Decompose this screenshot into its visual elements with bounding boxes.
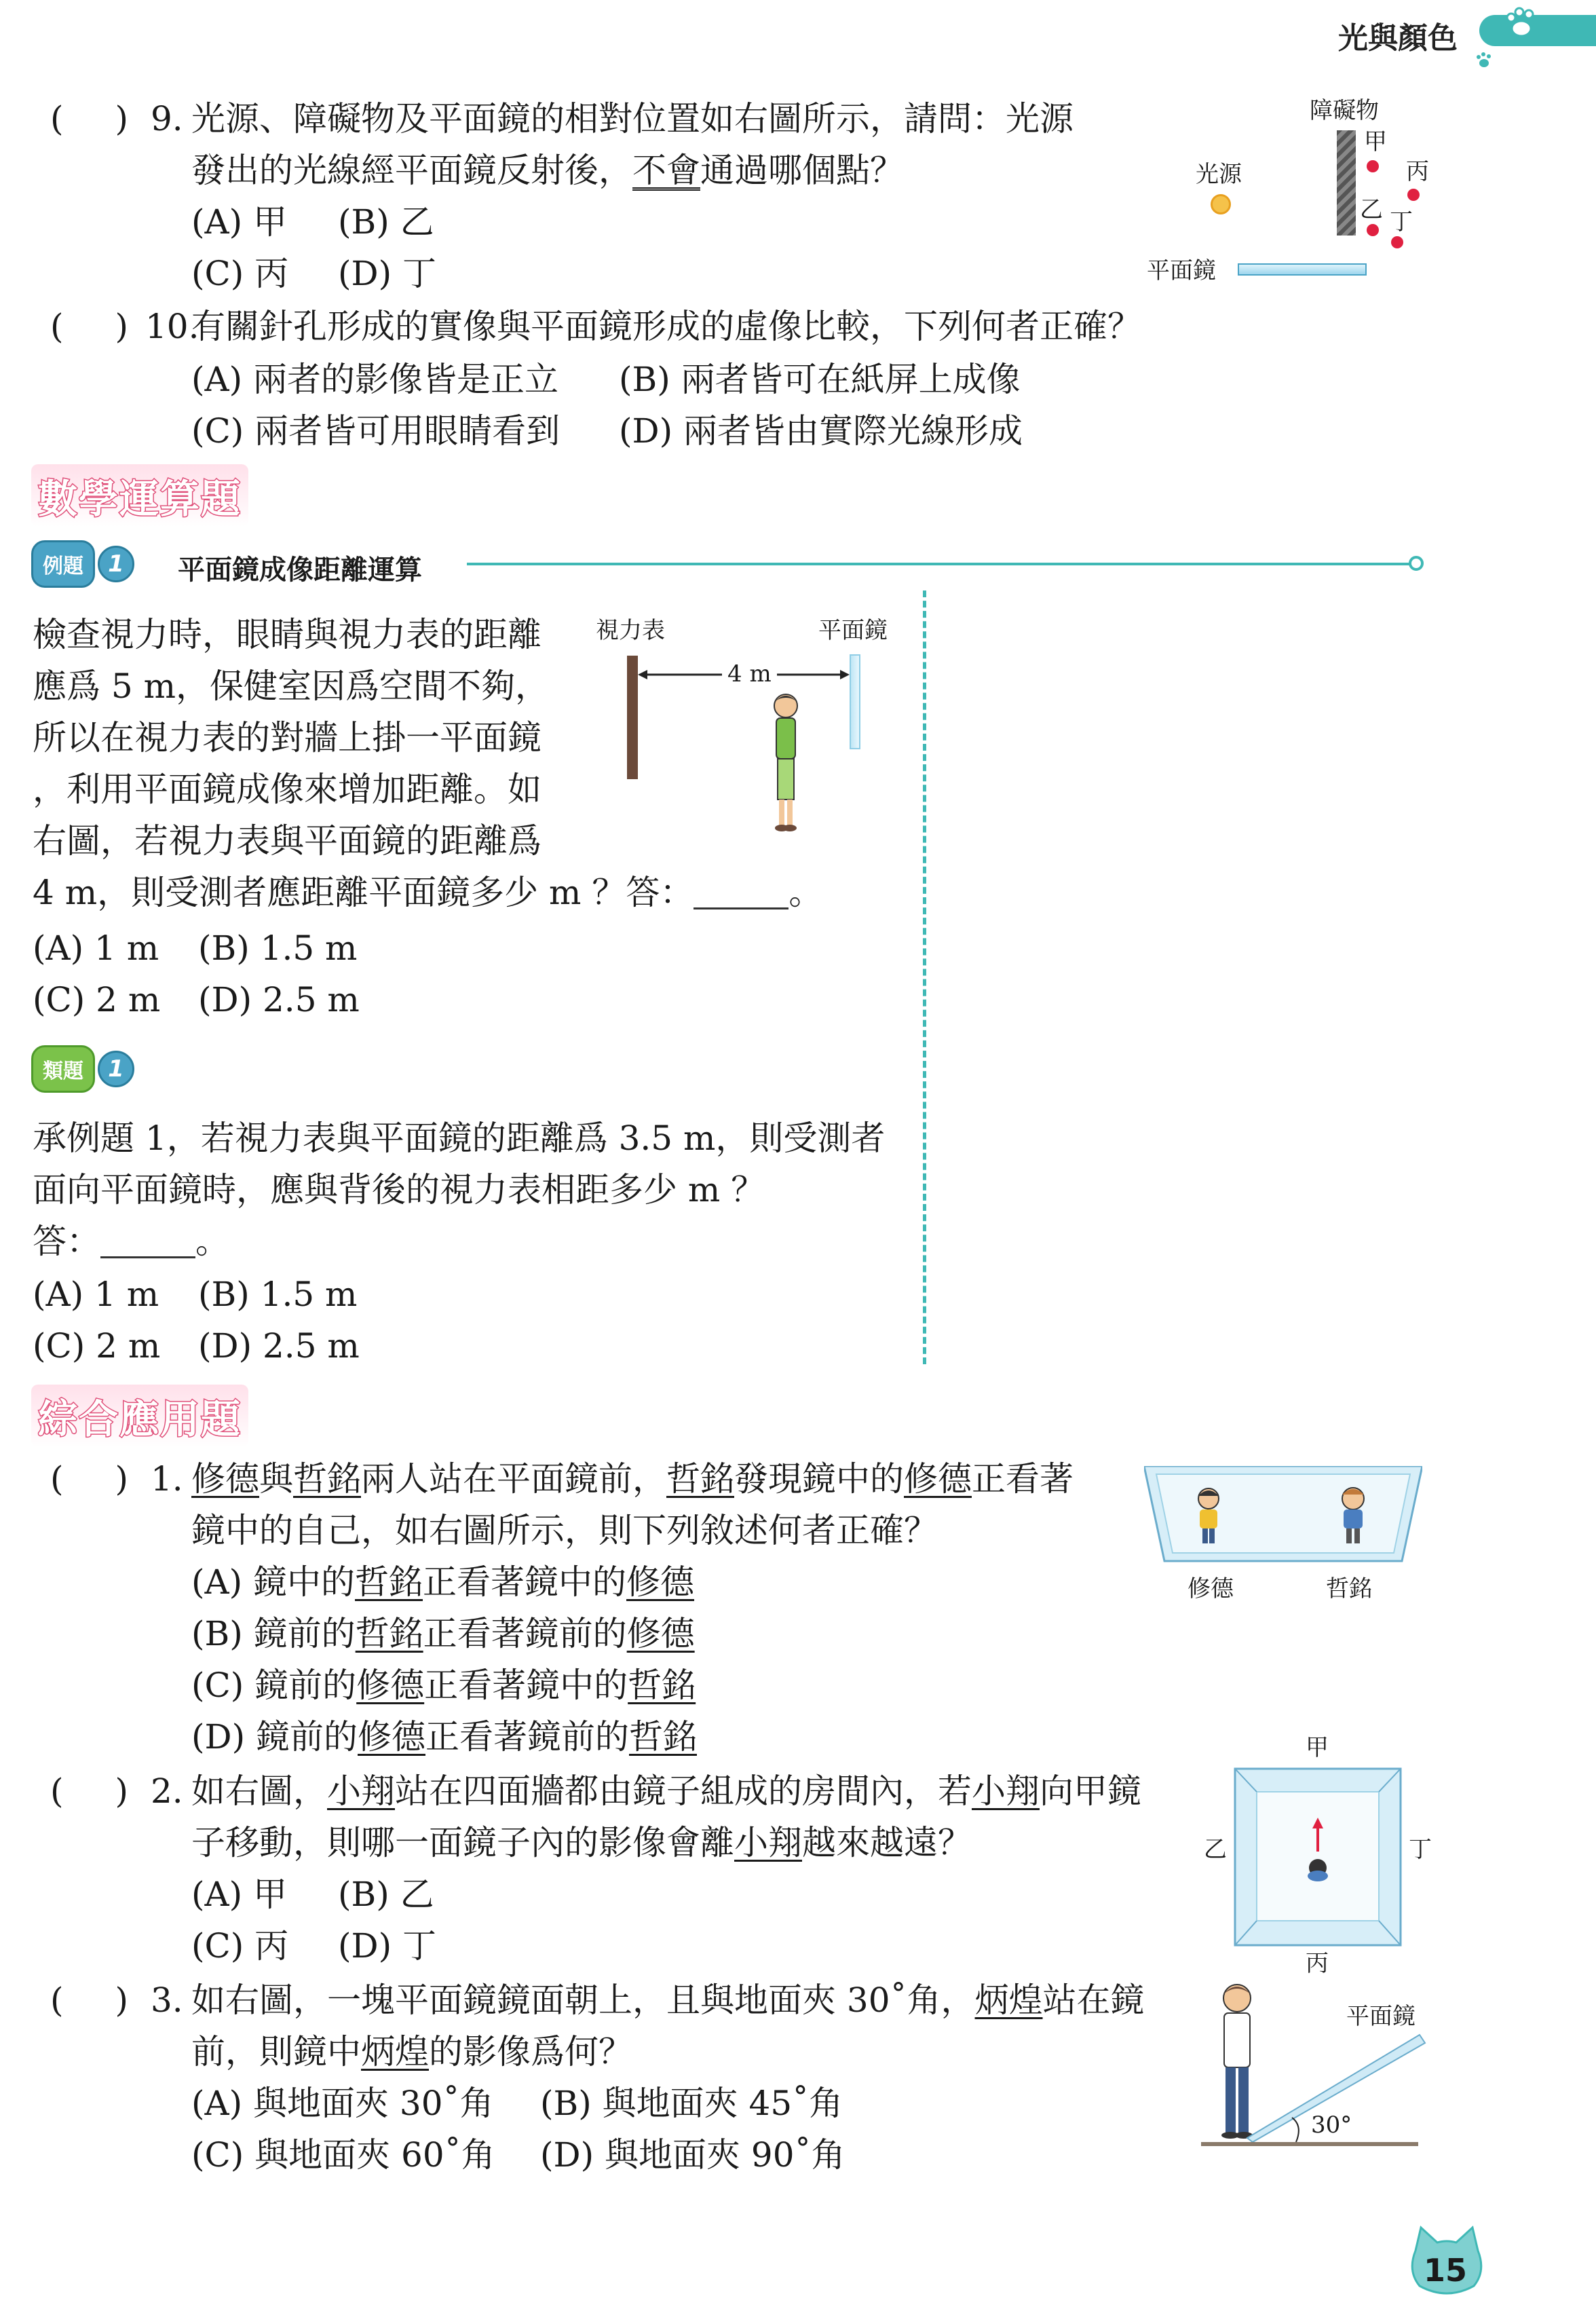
q9-obstacle-label: 障礙物	[1310, 97, 1379, 124]
app2-line2: 子移動，則哪一面鏡子內的影像會離小翔越來越遠？	[191, 1823, 972, 1862]
q9-line1: 光源、障礙物及平面鏡的相對位置如右圖所示，請問：光源	[191, 99, 1074, 138]
q10-option-a[interactable]: (A) 兩者的影像皆是正立	[191, 360, 559, 399]
app2-number: 2.	[151, 1771, 183, 1811]
mirror-room-label-yi: 乙	[1204, 1836, 1227, 1863]
similar1-option-b[interactable]: (B) 1.5 m	[198, 1275, 358, 1314]
eye-chart-label: 視力表	[596, 617, 665, 644]
example1-title: 平面鏡成像距離運算	[178, 555, 422, 586]
q9-mirror	[1238, 263, 1367, 276]
app1-option-d[interactable]: (D) 鏡前的修德正看著鏡前的哲銘	[191, 1717, 697, 1757]
q10-option-d[interactable]: (D) 兩者皆由實際光線形成	[619, 411, 1023, 451]
eye-chart	[627, 656, 638, 779]
xiude-label: 修德	[1188, 1575, 1234, 1602]
app1-number: 1.	[151, 1459, 183, 1499]
q9-number: 9.	[151, 99, 183, 138]
app2-answer-paren[interactable]: ( )	[50, 1771, 129, 1811]
zheming-label: 哲銘	[1326, 1575, 1372, 1602]
example1-line-4: ，利用平面鏡成像來增加距離。如	[33, 770, 542, 809]
similar1-option-a[interactable]: (A) 1 m	[33, 1275, 159, 1314]
app3-line2: 前，則鏡中炳煌的影像爲何？	[191, 2032, 632, 2071]
section-title-application: 綜合應用題	[31, 1385, 248, 1447]
q9-label-jia: 甲	[1364, 128, 1387, 155]
page-number: 15	[1424, 2252, 1468, 2289]
similar1-option-c[interactable]: (C) 2 m	[33, 1326, 161, 1366]
app1-line2: 鏡中的自己，如右圖所示，則下列敘述何者正確？	[191, 1511, 938, 1550]
example1-option-d[interactable]: (D) 2.5 m	[198, 980, 360, 1019]
app3-answer-paren[interactable]: ( )	[50, 1981, 129, 2020]
example1-option-a[interactable]: (A) 1 m	[33, 928, 159, 968]
q9-option-d[interactable]: (D) 丁	[338, 254, 436, 293]
example1-line-1: 檢查視力時，眼睛與視力表的距離	[33, 615, 542, 654]
distance-label: 4 m	[722, 662, 777, 686]
q10-answer-paren[interactable]: ( )	[50, 307, 129, 346]
example-badge-label: 例題	[31, 540, 95, 588]
app1-answer-paren[interactable]: ( )	[50, 1459, 129, 1499]
example1-title-line-end	[1409, 556, 1424, 571]
example1-mirror-label: 平面鏡	[818, 617, 888, 644]
app2-line1: 如右圖，小翔站在四面牆都由鏡子組成的房間內，若小翔向甲鏡	[191, 1771, 1141, 1811]
q9-label-yi: 乙	[1360, 196, 1383, 223]
similar-badge-label: 類題	[31, 1045, 95, 1093]
mirror-wall	[1144, 1466, 1422, 1568]
q9-obstacle	[1337, 130, 1356, 236]
q10-number: 10.	[145, 307, 200, 346]
similar1-answer: 答： 。	[33, 1222, 229, 1261]
app2-figure	[1201, 1736, 1439, 1981]
app3-number: 3.	[151, 1981, 183, 2020]
app1-option-a[interactable]: (A) 鏡中的哲銘正看著鏡中的修德	[191, 1562, 695, 1602]
similar1-badge	[31, 1045, 134, 1093]
app2-option-c[interactable]: (C) 丙	[191, 1926, 289, 1966]
example1-line-2: 應爲 5 m，保健室因爲空間不夠，	[33, 667, 550, 706]
column-divider	[923, 590, 926, 1364]
similar1-answer-blank[interactable]	[100, 1231, 195, 1258]
example1-line-6: 4 m，則受測者應距離平面鏡多少 m ？答： 。	[33, 873, 823, 912]
q10-option-c[interactable]: (C) 兩者皆可用眼睛看到	[191, 411, 560, 451]
similar1-line1: 承例題 1，若視力表與平面鏡的距離爲 3.5 m，則受測者	[33, 1119, 886, 1158]
section-title-math: 數學運算題	[31, 464, 248, 527]
mirror-room-label-jia: 甲	[1306, 1734, 1329, 1761]
app2-option-d[interactable]: (D) 丁	[338, 1926, 436, 1966]
app1-option-c[interactable]: (C) 鏡前的修德正看著鏡中的哲銘	[191, 1666, 696, 1705]
example1-mirror	[850, 654, 860, 749]
example1-line-3: 所以在視力表的對牆上掛一平面鏡	[33, 718, 542, 757]
chapter-title: 光與顏色	[1338, 21, 1458, 56]
example-badge-number: 1	[98, 546, 134, 582]
q9-mirror-label: 平面鏡	[1147, 257, 1216, 284]
example1-option-b[interactable]: (B) 1.5 m	[198, 928, 358, 968]
app1-line1: 修德與哲銘兩人站在平面鏡前，哲銘發現鏡中的修德正看著	[191, 1459, 1074, 1499]
mirror-room-label-ding: 丁	[1409, 1836, 1432, 1863]
q9-point-jia	[1367, 160, 1379, 172]
similar1-line2: 面向平面鏡時，應與背後的視力表相距多少 m ？	[33, 1170, 765, 1209]
q9-option-c[interactable]: (C) 丙	[191, 254, 289, 293]
angle-label: 30°	[1311, 2111, 1352, 2139]
example1-answer-blank[interactable]	[694, 882, 788, 909]
mirror-room-label-bing: 丙	[1306, 1950, 1329, 1977]
app2-option-a[interactable]: (A) 甲	[191, 1875, 288, 1914]
q9-point-bing	[1407, 189, 1420, 201]
q9-answer-paren[interactable]: ( )	[50, 99, 129, 138]
similar-badge-number: 1	[98, 1051, 134, 1087]
example1-line-5: 右圖，若視力表與平面鏡的距離爲	[33, 821, 542, 861]
q9-point-yi	[1367, 224, 1379, 236]
ground-line	[1201, 2142, 1418, 2146]
test-person	[765, 692, 806, 835]
app2-option-b[interactable]: (B) 乙	[338, 1875, 434, 1914]
q9-figure	[1140, 95, 1445, 292]
xiude-figure	[1192, 1486, 1226, 1547]
app3-figure	[1201, 1982, 1432, 2152]
example1-figure	[590, 611, 909, 842]
example1-title-line	[467, 563, 1414, 565]
app3-option-d[interactable]: (D) 與地面夾 90˚角	[540, 2135, 846, 2175]
app3-option-a[interactable]: (A) 與地面夾 30˚角	[191, 2084, 494, 2123]
similar1-option-d[interactable]: (D) 2.5 m	[198, 1326, 360, 1366]
q9-source-label: 光源	[1196, 161, 1242, 188]
app3-option-b[interactable]: (B) 與地面夾 45˚角	[540, 2084, 843, 2123]
example1-badge	[31, 540, 134, 588]
example1-option-c[interactable]: (C) 2 m	[33, 980, 161, 1019]
q9-option-a[interactable]: (A) 甲	[191, 202, 288, 242]
q10-option-b[interactable]: (B) 兩者皆可在紙屏上成像	[619, 360, 1021, 399]
app3-mirror-label: 平面鏡	[1346, 2003, 1416, 2030]
app1-option-b[interactable]: (B) 鏡前的哲銘正看著鏡前的修德	[191, 1614, 695, 1653]
zheming-figure	[1334, 1486, 1372, 1547]
q9-label-bing: 丙	[1406, 158, 1429, 185]
q9-light-source	[1211, 194, 1231, 214]
mirror-room	[1234, 1767, 1402, 1947]
app3-line1: 如右圖，一塊平面鏡鏡面朝上，且與地面夾 30˚角，炳煌站在鏡	[191, 1981, 1145, 2020]
app1-figure	[1144, 1466, 1422, 1609]
q9-option-b[interactable]: (B) 乙	[338, 202, 434, 242]
q10-line1: 有關針孔形成的實像與平面鏡形成的虛像比較，下列何者正確？	[191, 307, 1141, 346]
small-paw-icon	[1474, 50, 1494, 71]
q9-line2: 發出的光線經平面鏡反射後，不會通過哪個點？	[191, 151, 904, 190]
paw-icon	[1501, 3, 1542, 43]
q9-point-ding	[1391, 236, 1403, 248]
q9-label-ding: 丁	[1390, 208, 1413, 236]
app3-option-c[interactable]: (C) 與地面夾 60˚角	[191, 2135, 495, 2175]
